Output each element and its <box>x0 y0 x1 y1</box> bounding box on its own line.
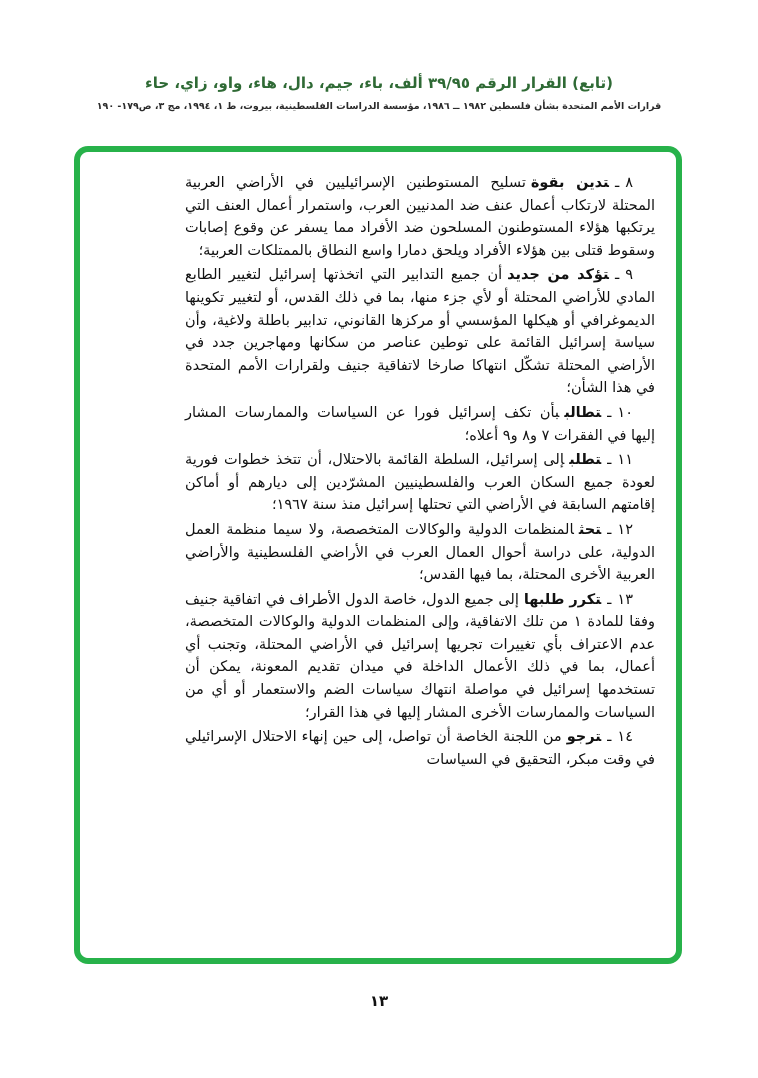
resolution-title: (تابع) القرار الرقم ٣٩/٩٥ ألف، باء، جيم، دال، هاء، واو، زاي، حاء <box>145 74 613 92</box>
paragraph-11 <box>185 449 655 517</box>
paragraph-10 <box>185 402 655 447</box>
paragraph-9 <box>185 264 655 400</box>
paragraph-number: ١٠ <box>617 404 633 421</box>
paragraph-dash: ـ <box>614 175 620 191</box>
paragraph-lead: تطلب <box>569 452 602 469</box>
paragraph-lead: ترجو <box>566 729 602 746</box>
paragraph-number: ٩ <box>625 267 633 284</box>
paragraph-8 <box>185 172 655 262</box>
paragraph-text: المنظمات الدولية والوكالات المتخصصة، ولا سيما منظمة العمل الدولية، على دراسة أحوال العمال العرب في الأراضي الفلسطينية والأراضي العربية الأخرى المحتلة، بما فيها القدس؛ <box>185 521 655 584</box>
paragraph-dash: ـ <box>607 404 612 421</box>
paragraph-lead: تكرر طلبها <box>523 591 602 608</box>
paragraph-number: ١١ <box>617 452 633 469</box>
paragraph-number: ١٢ <box>617 521 633 538</box>
paragraph-text: تسليح المستوطنين الإسرائيليين في الأراضي العربية المحتلة لارتكاب أعمال عنف ضد المدنيين العرب، واستمرار أعمال العنف التي يرتكبها هؤلاء المستوطنون المسلحون ضد الأفراد مما يسفر عن وقوع إصابات وسقوط قتلى بين هؤلاء الأفراد ويلحق دمارا واسع النطاق بالممتلكات العربية؛ <box>185 175 655 259</box>
paragraph-13 <box>185 589 655 725</box>
paragraph-12 <box>185 519 655 587</box>
paragraph-14 <box>185 726 655 771</box>
paragraph-dash: ـ <box>607 521 612 538</box>
document-header <box>0 74 758 112</box>
resolution-body <box>185 172 655 773</box>
paragraph-dash: ـ <box>614 267 620 284</box>
paragraph-text: من اللجنة الخاصة أن تواصل، إلى حين إنهاء الاحتلال الإسرائيلي في وقت مبكر، التحقيق في السياسات <box>185 729 655 768</box>
paragraph-number: ٨ <box>625 175 633 191</box>
paragraph-lead: تحث <box>578 521 602 538</box>
paragraph-text: إلى جميع الدول، خاصة الدول الأطراف في اتفاقية جنيف وفقا للمادة ١ من تلك الاتفاقية، وإلى المنظمات الدولية والوكالات المتخصصة، عدم الاعتراف بأي تغييرات تجريها إسرائيل في الأراضي المحتلة، وتجنب أي أعمال، بما في ذلك الأعمال الداخلة في ميدان تقديم المعونة، يمكن أن تستخدمها إسرائيل في مواصلة انتهاك سياسات الضم والاستعمار أو أي من السياسات والممارسات الأخرى المشار إليها في هذا القرار؛ <box>185 591 655 721</box>
paragraph-dash: ـ <box>607 452 612 469</box>
paragraph-lead: تدين بقوة <box>530 175 609 191</box>
paragraph-lead: تؤكد من جديد <box>507 267 609 284</box>
paragraph-dash: ـ <box>607 591 612 608</box>
paragraph-number: ١٤ <box>617 729 633 746</box>
page-number: ١٣ <box>369 992 389 1010</box>
source-citation: قرارات الأمم المتحدة بشأن فلسطين ١٩٨٢ ــ ١٩٨٦، مؤسسة الدراسات الفلسطينية، بيروت، ط ١، ١٩٩٤، مج ٣، ص١٧٩- ١٩٠ <box>96 101 662 112</box>
paragraph-dash: ـ <box>607 729 612 746</box>
paragraph-number: ١٣ <box>617 591 633 608</box>
paragraph-lead: تطالب <box>564 404 602 421</box>
paragraph-text: أن جميع التدابير التي اتخذتها إسرائيل لتغيير الطابع المادي للأراضي المحتلة أو لأي جزء منها، بما في ذلك القدس، أو لتغيير تكوينها الديموغرافي أو هيكلها المؤسسي أو مركزها القانوني، تدابير باطلة ولاغية، وأن سياسة إسرائيل القائمة على توطين عناصر من سكانها ومهاجرين جدد في الأراضي المحتلة تشكّل انتهاكا صارخا لاتفاقية جنيف ولقرارات الأمم المتحدة في هذا الشأن؛ <box>185 267 655 397</box>
paragraph-text: إلى إسرائيل، السلطة القائمة بالاحتلال، أن تتخذ خطوات فورية لعودة جميع السكان العرب والفلسطينيين المشرّدين إلى ديارهم أو أماكن إقامتهم السابقة في الأراضي التي تحتلها إسرائيل منذ سنة ١٩٦٧؛ <box>185 452 655 514</box>
paragraph-text: بأن تكف إسرائيل فورا عن السياسات والممارسات المشار إليها في الفقرات ٧ و٨ و٩ أعلاه؛ <box>185 404 655 444</box>
